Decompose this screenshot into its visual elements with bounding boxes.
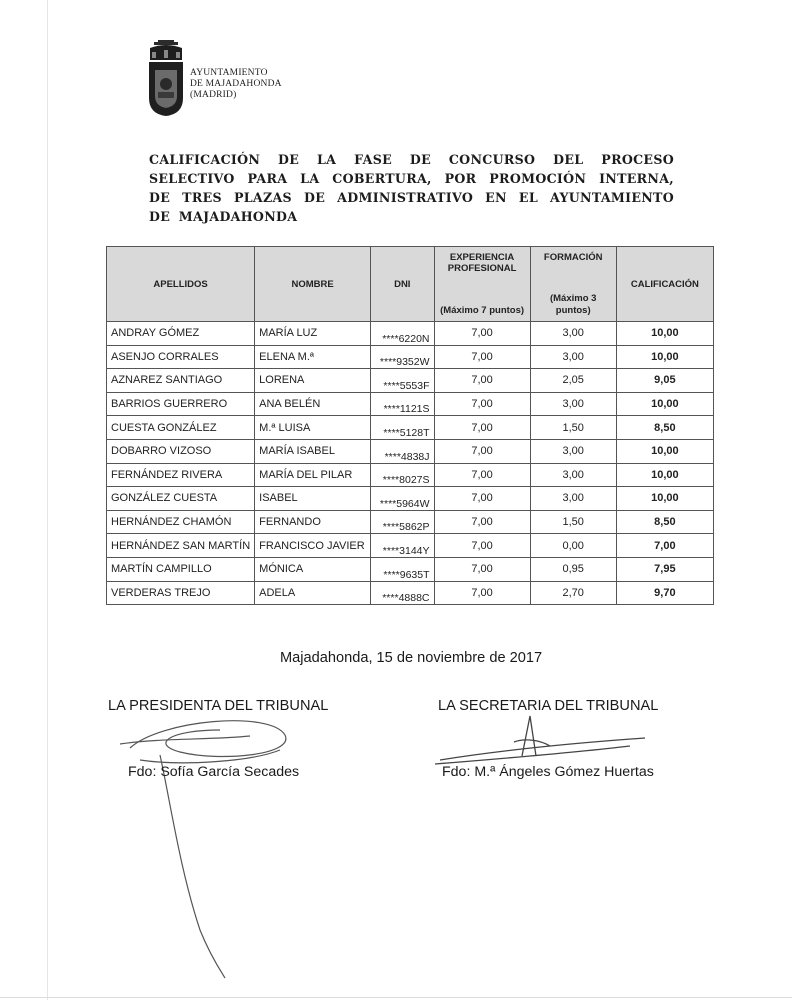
cell-training: 0,00 [530,534,616,558]
table-row [107,345,714,369]
table-row [107,534,714,558]
cell-experience: 7,00 [434,463,530,487]
header-training-max: (Máximo 3 puntos) [549,293,597,316]
header-experience [434,247,530,322]
table-row [107,557,714,581]
header-experience-label: EXPERIENCIA PROFESIONAL [447,252,517,274]
cell-name: ELENA M.ª [255,345,371,369]
cell-training: 0,95 [530,557,616,581]
header-dni: DNI [371,247,435,322]
cell-experience: 7,00 [434,322,530,346]
table-row [107,392,714,416]
header-name: NOMBRE [255,247,371,322]
date-line: Majadahonda, 15 de noviembre de 2017 [280,650,543,666]
letterhead [190,68,282,101]
cell-training: 1,50 [530,510,616,534]
letterhead-line-2: DE MAJADAHONDA [190,79,282,89]
cell-surname: BARRIOS GUERRERO [107,392,255,416]
document-title: CALIFICACIÓN DE LA FASE DE CONCURSO DEL PROCESO SELECTIVO PARA LA COBERTURA, POR PROMOCIÓN INTERNA, DE TRES PLAZAS DE ADMINISTRATIVO EN EL AYUNTAMIENTO DE MAJADAHONDA [149,152,674,224]
cell-dni: ****4888C [371,581,435,605]
cell-experience: 7,00 [434,534,530,558]
cell-experience: 7,00 [434,487,530,511]
cell-training: 2,70 [530,581,616,605]
page-edge [47,0,48,1000]
cell-score: 9,05 [616,369,713,393]
cell-dni: ****6220N [371,322,435,346]
header-experience-max: (Máximo 7 puntos) [440,305,525,316]
cell-name: MÓNICA [255,557,371,581]
cell-score: 8,50 [616,510,713,534]
cell-score: 7,00 [616,534,713,558]
cell-name: FRANCISCO JAVIER [255,534,371,558]
header-training [530,247,616,322]
letterhead-line-3: (MADRID) [190,90,237,100]
cell-experience: 7,00 [434,345,530,369]
table-row [107,416,714,440]
cell-score: 10,00 [616,345,713,369]
scores-table [106,246,714,605]
table-row [107,581,714,605]
cell-score: 10,00 [616,487,713,511]
president-name: Fdo: Sofía García Secades [128,764,300,780]
cell-score: 10,00 [616,463,713,487]
cell-name: MARÍA ISABEL [255,439,371,463]
president-signature-icon [100,700,360,980]
cell-name: ADELA [255,581,371,605]
secretary-title: LA SECRETARIA DEL TRIBUNAL [438,698,659,714]
table-row [107,463,714,487]
cell-score: 10,00 [616,392,713,416]
cell-surname: MARTÍN CAMPILLO [107,557,255,581]
letterhead-line-1: AYUNTAMIENTO [190,68,268,78]
cell-surname: HERNÁNDEZ SAN MARTÍN [107,534,255,558]
cell-surname: CUESTA GONZÁLEZ [107,416,255,440]
cell-name: FERNANDO [255,510,371,534]
cell-dni: ****4838J [371,439,435,463]
cell-experience: 7,00 [434,581,530,605]
cell-surname: ANDRAY GÓMEZ [107,322,255,346]
secretary-name: Fdo: M.ª Ángeles Gómez Huertas [442,764,654,780]
table-header-row [107,247,714,322]
cell-name: LORENA [255,369,371,393]
cell-dni: ****5128T [371,416,435,440]
cell-score: 7,95 [616,557,713,581]
cell-training: 3,00 [530,392,616,416]
cell-dni: ****9635T [371,557,435,581]
cell-experience: 7,00 [434,557,530,581]
page-bottom-edge [0,997,792,998]
table-row [107,439,714,463]
table-row [107,510,714,534]
president-title: LA PRESIDENTA DEL TRIBUNAL [108,698,329,714]
table-row [107,322,714,346]
cell-training: 3,00 [530,345,616,369]
cell-experience: 7,00 [434,439,530,463]
cell-surname: AZNAREZ SANTIAGO [107,369,255,393]
cell-dni: ****3144Y [371,534,435,558]
cell-name: MARÍA LUZ [255,322,371,346]
cell-training: 3,00 [530,439,616,463]
header-score: CALIFICACIÓN [616,247,713,322]
cell-experience: 7,00 [434,392,530,416]
cell-dni: ****8027S [371,463,435,487]
cell-name: MARÍA DEL PILAR [255,463,371,487]
cell-training: 3,00 [530,322,616,346]
cell-experience: 7,00 [434,369,530,393]
cell-training: 2,05 [530,369,616,393]
cell-name: ISABEL [255,487,371,511]
cell-dni: ****5862P [371,510,435,534]
cell-training: 3,00 [530,487,616,511]
cell-score: 10,00 [616,322,713,346]
cell-surname: GONZÁLEZ CUESTA [107,487,255,511]
cell-surname: VERDERAS TREJO [107,581,255,605]
cell-experience: 7,00 [434,416,530,440]
cell-dni: ****1121S [371,392,435,416]
cell-surname: DOBARRO VIZOSO [107,439,255,463]
cell-training: 3,00 [530,463,616,487]
table-row [107,369,714,393]
header-surname: APELLIDOS [107,247,255,322]
cell-score: 10,00 [616,439,713,463]
cell-training: 1,50 [530,416,616,440]
municipal-crest-icon [146,40,186,116]
cell-surname: HERNÁNDEZ CHAMÓN [107,510,255,534]
cell-name: ANA BELÉN [255,392,371,416]
cell-surname: ASENJO CORRALES [107,345,255,369]
cell-dni: ****9352W [371,345,435,369]
secretary-signature-icon [430,712,650,772]
cell-name: M.ª LUISA [255,416,371,440]
cell-surname: FERNÁNDEZ RIVERA [107,463,255,487]
cell-experience: 7,00 [434,510,530,534]
cell-dni: ****5553F [371,369,435,393]
header-training-label: FORMACIÓN [543,252,603,263]
cell-score: 8,50 [616,416,713,440]
cell-dni: ****5964W [371,487,435,511]
cell-score: 9,70 [616,581,713,605]
table-row [107,487,714,511]
